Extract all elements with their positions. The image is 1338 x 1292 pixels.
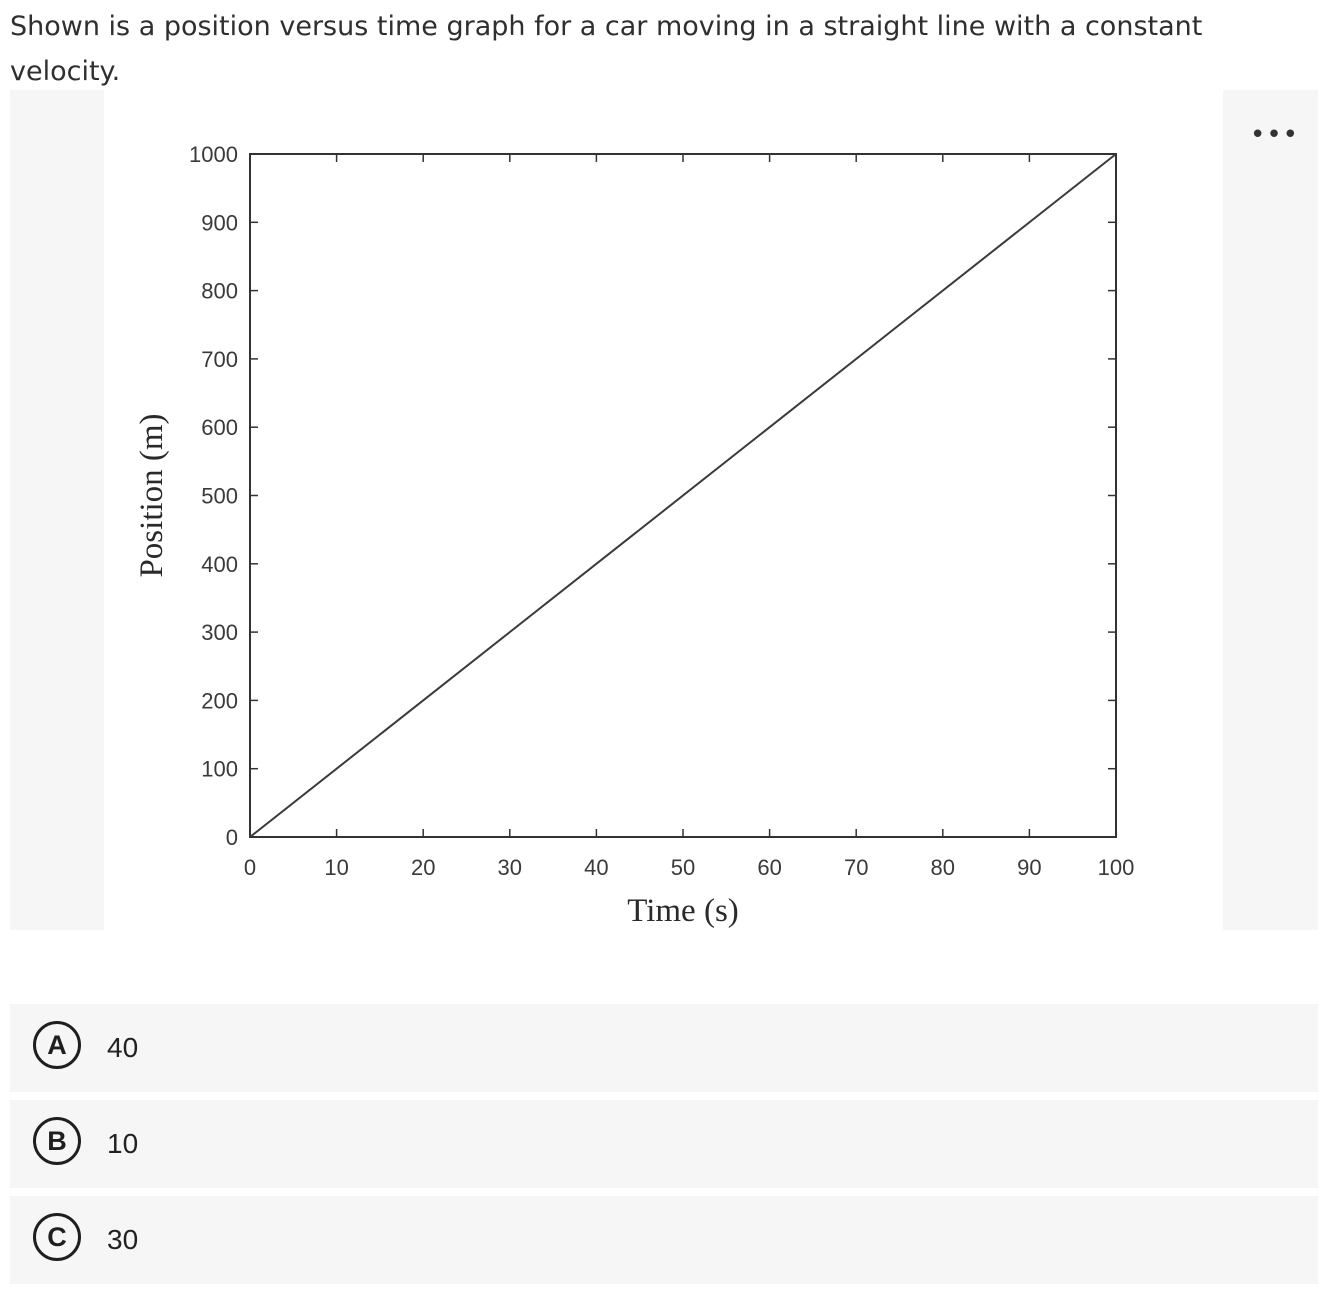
- y-tick-label: 700: [201, 346, 238, 372]
- question-line-1: Shown is a position versus time graph for a car moving in a straight line with a constant velocity.: [10, 11, 1203, 87]
- y-tick-label: 400: [201, 551, 238, 577]
- x-tick-label: 10: [324, 855, 349, 880]
- x-tick-label: 70: [843, 855, 869, 880]
- y-tick-label: 100: [201, 756, 238, 782]
- x-tick-label: 90: [1017, 855, 1042, 880]
- answer-options: [10, 1004, 1318, 1292]
- y-tick-label: 1000: [189, 142, 238, 167]
- option-a-letter: A: [33, 1021, 81, 1069]
- y-tick-label: 800: [201, 278, 238, 304]
- x-tick-label: 100: [1097, 855, 1135, 880]
- x-tick-label: 40: [584, 855, 609, 880]
- more-options-icon[interactable]: •••: [1250, 120, 1300, 150]
- option-c[interactable]: [10, 1196, 1318, 1284]
- y-tick-label: 900: [201, 210, 238, 236]
- position-time-chart: [10, 90, 1210, 930]
- option-a-text: 40: [107, 1032, 139, 1063]
- y-tick-label: 200: [201, 688, 238, 714]
- y-tick-label: 500: [201, 483, 238, 509]
- y-tick-label: 600: [201, 415, 238, 441]
- y-axis-label: Position (m): [134, 413, 170, 578]
- option-b-letter: B: [33, 1117, 81, 1165]
- option-b[interactable]: [10, 1100, 1318, 1188]
- x-tick-label: 80: [930, 855, 956, 880]
- x-tick-label: 20: [410, 855, 436, 880]
- option-c-letter: C: [33, 1213, 81, 1261]
- option-c-text: 30: [107, 1224, 139, 1255]
- x-axis-label: Time (s): [627, 893, 739, 929]
- y-tick-label: 300: [201, 620, 238, 646]
- option-a[interactable]: [10, 1004, 1318, 1092]
- x-tick-label: 30: [497, 855, 523, 880]
- x-tick-label: 50: [670, 855, 696, 880]
- y-tick-label: 0: [225, 825, 238, 850]
- figure-gutter-right: [1223, 90, 1318, 930]
- figure-panel: [10, 90, 1318, 930]
- option-b-text: 10: [107, 1128, 139, 1159]
- x-tick-label: 60: [757, 855, 782, 880]
- x-tick-label: 0: [243, 855, 257, 880]
